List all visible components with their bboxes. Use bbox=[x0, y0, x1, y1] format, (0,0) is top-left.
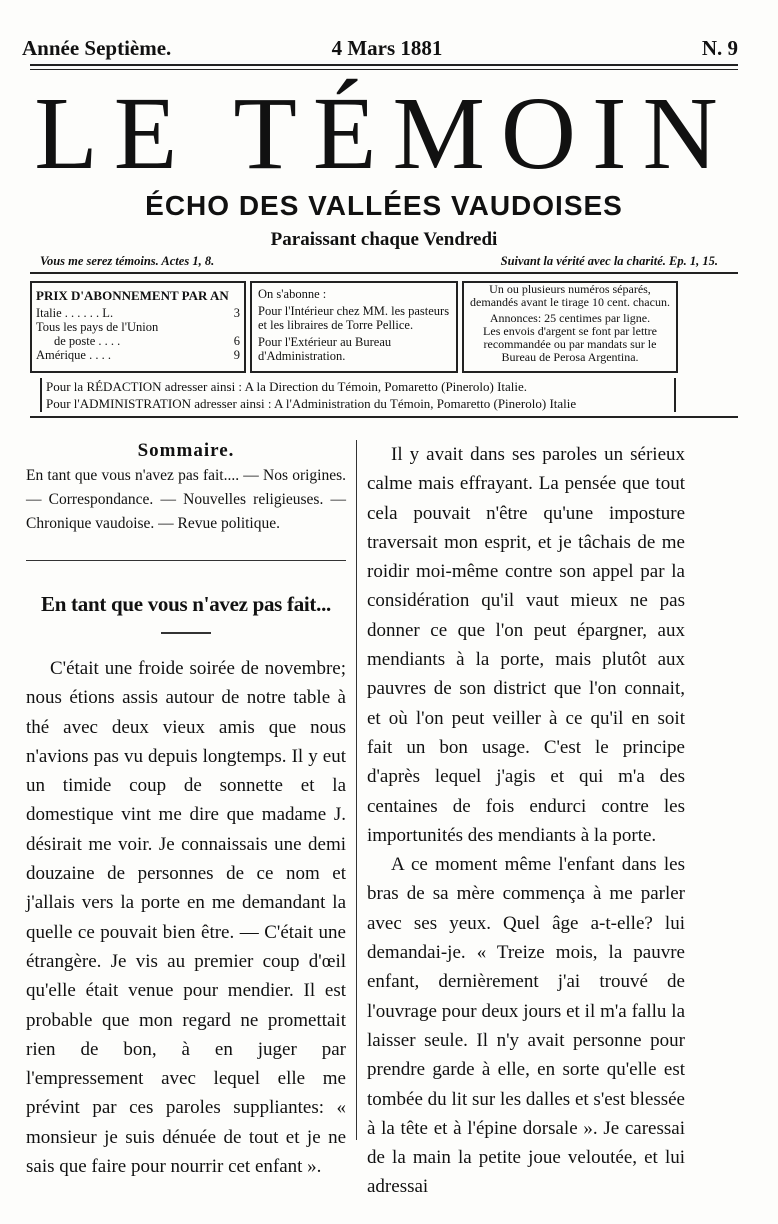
newspaper-subtitle: ÉCHO DES VALLÉES VAUDOISES bbox=[145, 190, 623, 221]
section-divider bbox=[30, 416, 738, 418]
subscribe-info-box bbox=[250, 281, 458, 373]
subscription-row: Amérique . . . . 9 bbox=[36, 348, 240, 362]
masthead-rule bbox=[30, 272, 738, 274]
redaction-address: Pour la RÉDACTION adresser ainsi : A la Direction du Témoin, Pomaretto (Pinerolo) Italie. bbox=[40, 378, 676, 395]
notices-box bbox=[462, 281, 678, 373]
article-paragraph: Il y avait dans ses paroles un sérieux calme mais effrayant. La pensée que tout cela pouvait n'être qu'une imposture traversait mon esprit, et je tâchais de me roidir moi-même contre son appel par la considération qu'il vaut mieux ne pas donner ce que l'on peut épargner, aux mendiants à la porte, mais plutôt aux pauvres de son district que l'on connait, et où l'on peut veiller à ce qu'il en soit fait un bon usage. C'est le principe d'après lequel j'agis et qui m'a des centaines de fois endurci contre les importunités des mendiants à la porte. bbox=[367, 444, 685, 846]
article-left-column bbox=[26, 654, 346, 1181]
address-block bbox=[40, 378, 676, 412]
sommaire-contents bbox=[26, 464, 346, 536]
issue-number: N. 9 bbox=[701, 36, 738, 60]
issue-year: Année Septième. bbox=[22, 36, 172, 60]
subscribe-exterior: Pour l'Extérieur au Bureau d'Administration. bbox=[258, 335, 392, 363]
publication-schedule: Paraissant chaque Vendredi bbox=[270, 229, 498, 250]
motto-right: Suivant la vérité avec la charité. Ep. 1, 15. bbox=[500, 254, 718, 268]
article-paragraph: C'était une froide soirée de novembre; nous étions assis autour de notre table à thé avec deux vieux amis que nous n'avions pas vu depuis longtemps. Il y eut un timide coup de sonnette et la domestique vint me dire que madame J. désirait me voir. Je connaissais une demi douzaine de personnes de ce nom et j'allais vers la porte en me demandant la quelle ce pouvait bien être. — C'était une étrangère. Je vis au premier coup d'œil qu'elle était venue pour mendier. Il est probable que mon regard ne promettait rien de bon, à en juger par l'empressement avec lequel elle me prévint par ces paroles suppliantes: « monsieur je suis dénuée de tout et je ne sais que faire pour nourrir cet enfant ». bbox=[26, 658, 346, 1178]
article-paragraph: A ce moment même l'enfant dans les bras de sa mère commença à me parler avec ses yeux. Quel âge a-t-elle? lui demandai-je. « Treize mois, la pauvre enfant, dernièrement j'ai trouvé de l'ouvrage pour deux jours et il m'a fallu la laisser seule. Il n'y avait personne pour prendre garde à elle, en sorte qu'elle est tombée du lit sur les dalles et s'est blessée à la tête et à l'épine dorsale ». Je caressai de la main la petite joue veloutée, et lui adressai bbox=[367, 854, 685, 1198]
subscription-row: Italie . . . . . . L. 3 bbox=[36, 306, 240, 320]
issue-date: 4 Mars 1881 bbox=[331, 36, 443, 60]
article-right-column bbox=[367, 440, 685, 1202]
subscription-heading: PRIX D'ABONNEMENT PAR AN bbox=[36, 288, 229, 303]
motto-left: Vous me serez témoins. Actes 1, 8. bbox=[40, 254, 215, 268]
mottos bbox=[40, 254, 718, 269]
header-rule bbox=[30, 64, 738, 66]
subscribe-interior: Pour l'Intérieur chez MM. les pasteurs et les libraires de Torre Pellice. bbox=[258, 304, 450, 332]
subscription-row: de poste . . . . 6 bbox=[54, 334, 240, 348]
subscribe-heading: On s'abonne : bbox=[258, 287, 327, 301]
subscription-box bbox=[30, 281, 246, 373]
column-separator bbox=[356, 440, 357, 1140]
title-ornament-rule bbox=[161, 632, 211, 634]
article-title: En tant que vous n'avez pas fait... bbox=[41, 592, 331, 616]
sommaire-title: Sommaire. bbox=[137, 440, 235, 461]
header-rule-thin bbox=[30, 69, 738, 70]
notice-ads: Annonces: 25 centimes par ligne. bbox=[489, 311, 651, 325]
administration-address: Pour l'ADMINISTRATION adresser ainsi : A l'Administration du Témoin, Pomaretto (Pinerolo) Italie bbox=[40, 395, 676, 412]
notice-single-issue: Un ou plusieurs numéros séparés, demandés avant le tirage 10 cent. chacun. bbox=[470, 282, 670, 309]
subscription-row: Tous les pays de l'Union bbox=[36, 320, 159, 334]
notice-payment: Les envois d'argent se font par lettre recommandée ou par mandats sur le Bureau de Perosa Argentina. bbox=[483, 324, 657, 364]
newspaper-title: LE TÉMOIN bbox=[34, 76, 734, 191]
sommaire-text: En tant que vous n'avez pas fait.... — Nos origines. — Correspondance. — Nouvelles religieuses. — Chronique vaudoise. — Revue politique. bbox=[26, 467, 346, 532]
sommaire-rule bbox=[26, 560, 346, 561]
